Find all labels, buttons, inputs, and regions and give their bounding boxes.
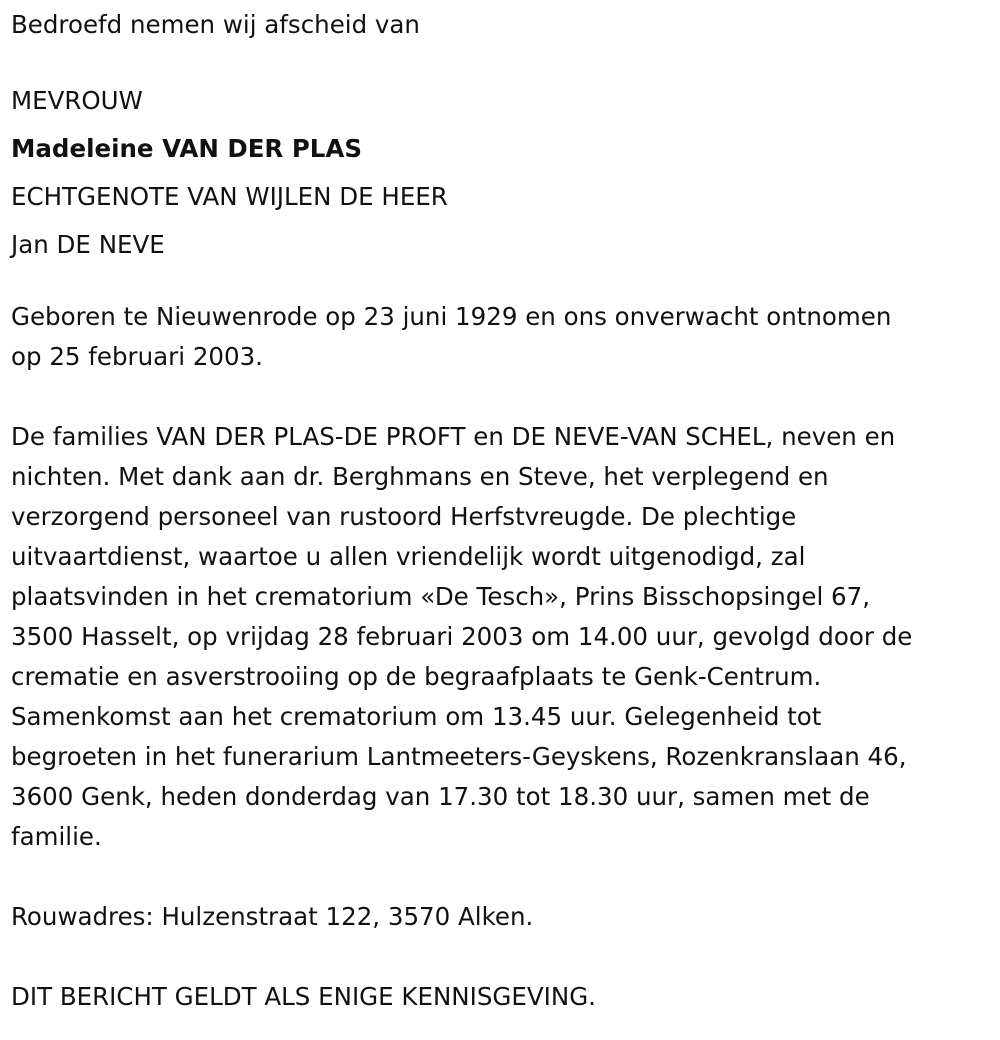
closing-line: DIT BERICHT GELDT ALS ENIGE KENNISGEVING. bbox=[11, 982, 596, 1011]
family-line: begroeten in het funerarium Lantmeeters-Geyskens, Rozenkranslaan 46, bbox=[11, 742, 907, 771]
birth-line: op 25 februari 2003. bbox=[11, 342, 263, 371]
family-line: 3500 Hasselt, op vrijdag 28 februari 2003 om 14.00 uur, gevolgd door de bbox=[11, 622, 913, 651]
title-line: MEVROUW bbox=[11, 86, 143, 115]
family-line: 3600 Genk, heden donderdag van 17.30 tot 18.30 uur, samen met de bbox=[11, 782, 870, 811]
family-paragraph bbox=[11, 417, 1000, 857]
family-line: verzorgend personeel van rustoord Herfstvreugde. De plechtige bbox=[11, 502, 797, 531]
spacer bbox=[11, 857, 1000, 897]
birth-line: Geboren te Nieuwenrode op 23 juni 1929 en ons onverwacht ontnomen bbox=[11, 302, 892, 331]
name-block bbox=[11, 77, 1000, 269]
birth-paragraph bbox=[11, 297, 1000, 377]
family-line: nichten. Met dank aan dr. Berghmans en Steve, het verplegend en bbox=[11, 462, 829, 491]
family-line: plaatsvinden in het crematorium «De Tesch», Prins Bisschopsingel 67, bbox=[11, 582, 871, 611]
spouse-name: Jan DE NEVE bbox=[11, 230, 165, 259]
deceased-name: Madeleine VAN DER PLAS bbox=[11, 134, 363, 163]
spouse-label: ECHTGENOTE VAN WIJLEN DE HEER bbox=[11, 182, 448, 211]
family-line: uitvaartdienst, waartoe u allen vriendelijk wordt uitgenodigd, zal bbox=[11, 542, 806, 571]
spacer bbox=[11, 377, 1000, 417]
family-line: De families VAN DER PLAS-DE PROFT en DE NEVE-VAN SCHEL, neven en bbox=[11, 422, 896, 451]
family-line: Samenkomst aan het crematorium om 13.45 uur. Gelegenheid tot bbox=[11, 702, 822, 731]
mourning-address: Rouwadres: Hulzenstraat 122, 3570 Alken. bbox=[11, 902, 534, 931]
family-line: crematie en asverstrooiing op de begraafplaats te Genk-Centrum. bbox=[11, 662, 822, 691]
spacer bbox=[11, 937, 1000, 977]
spacer bbox=[11, 269, 1000, 297]
spacer bbox=[11, 45, 1000, 77]
opening-line: Bedroefd nemen wij afscheid van bbox=[11, 10, 420, 39]
family-line: familie. bbox=[11, 822, 102, 851]
